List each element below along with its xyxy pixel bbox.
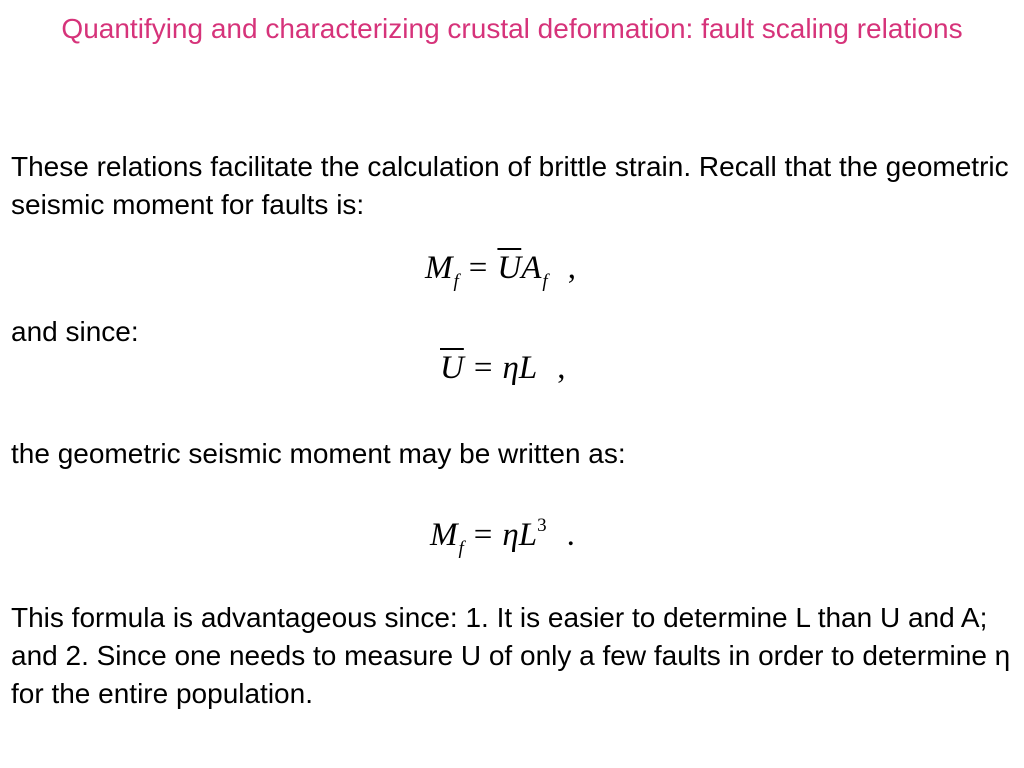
eq1-equals-sign: =	[468, 250, 488, 286]
conclusion-paragraph: This formula is advantageous since: 1. It is easier to determine L than U and A; and 2. Since one needs to measure U of only a few faults in order to determine η for the entire population.	[11, 602, 1011, 709]
equation-displacement-scaling	[440, 348, 565, 388]
eq2-equals-sign: =	[473, 350, 493, 386]
rewritten-paragraph: the geometric seismic moment may be written as:	[11, 438, 626, 469]
eq1-moment-symbol: M	[425, 250, 453, 286]
eq1-area-subscript: f	[542, 271, 548, 292]
intro-paragraph: These relations facilitate the calculation of brittle strain. Recall that the geometric seismic moment for faults is:	[11, 151, 1009, 220]
eq3-period: .	[566, 517, 575, 553]
eq3-eta-symbol: η	[502, 517, 519, 553]
equation-moment-cubic	[430, 515, 575, 560]
and-since-text: and since:	[11, 316, 139, 347]
eq1-moment-subscript: f	[453, 271, 459, 292]
eq3-moment-symbol: M	[430, 517, 458, 553]
eq1-mean-displacement-symbol: $\overline{U}$	[497, 250, 522, 286]
equation-moment-definition	[425, 248, 576, 293]
eq3-exponent: 3	[537, 515, 547, 536]
eq3-equals-sign: =	[473, 517, 493, 553]
eq1-area-symbol: A	[521, 250, 542, 286]
slide-title: Quantifying and characterizing crustal deformation: fault scaling relations	[61, 13, 963, 44]
eq3-length-symbol: L	[518, 517, 538, 553]
eq1-comma: ,	[567, 250, 576, 286]
eq2-mean-displacement-symbol: $\overline{U}$	[440, 350, 464, 386]
eq2-comma: ,	[557, 350, 566, 386]
eq2-length-symbol: L	[518, 350, 538, 386]
eq3-moment-subscript: f	[458, 538, 464, 559]
eq2-eta-symbol: η	[502, 350, 519, 386]
